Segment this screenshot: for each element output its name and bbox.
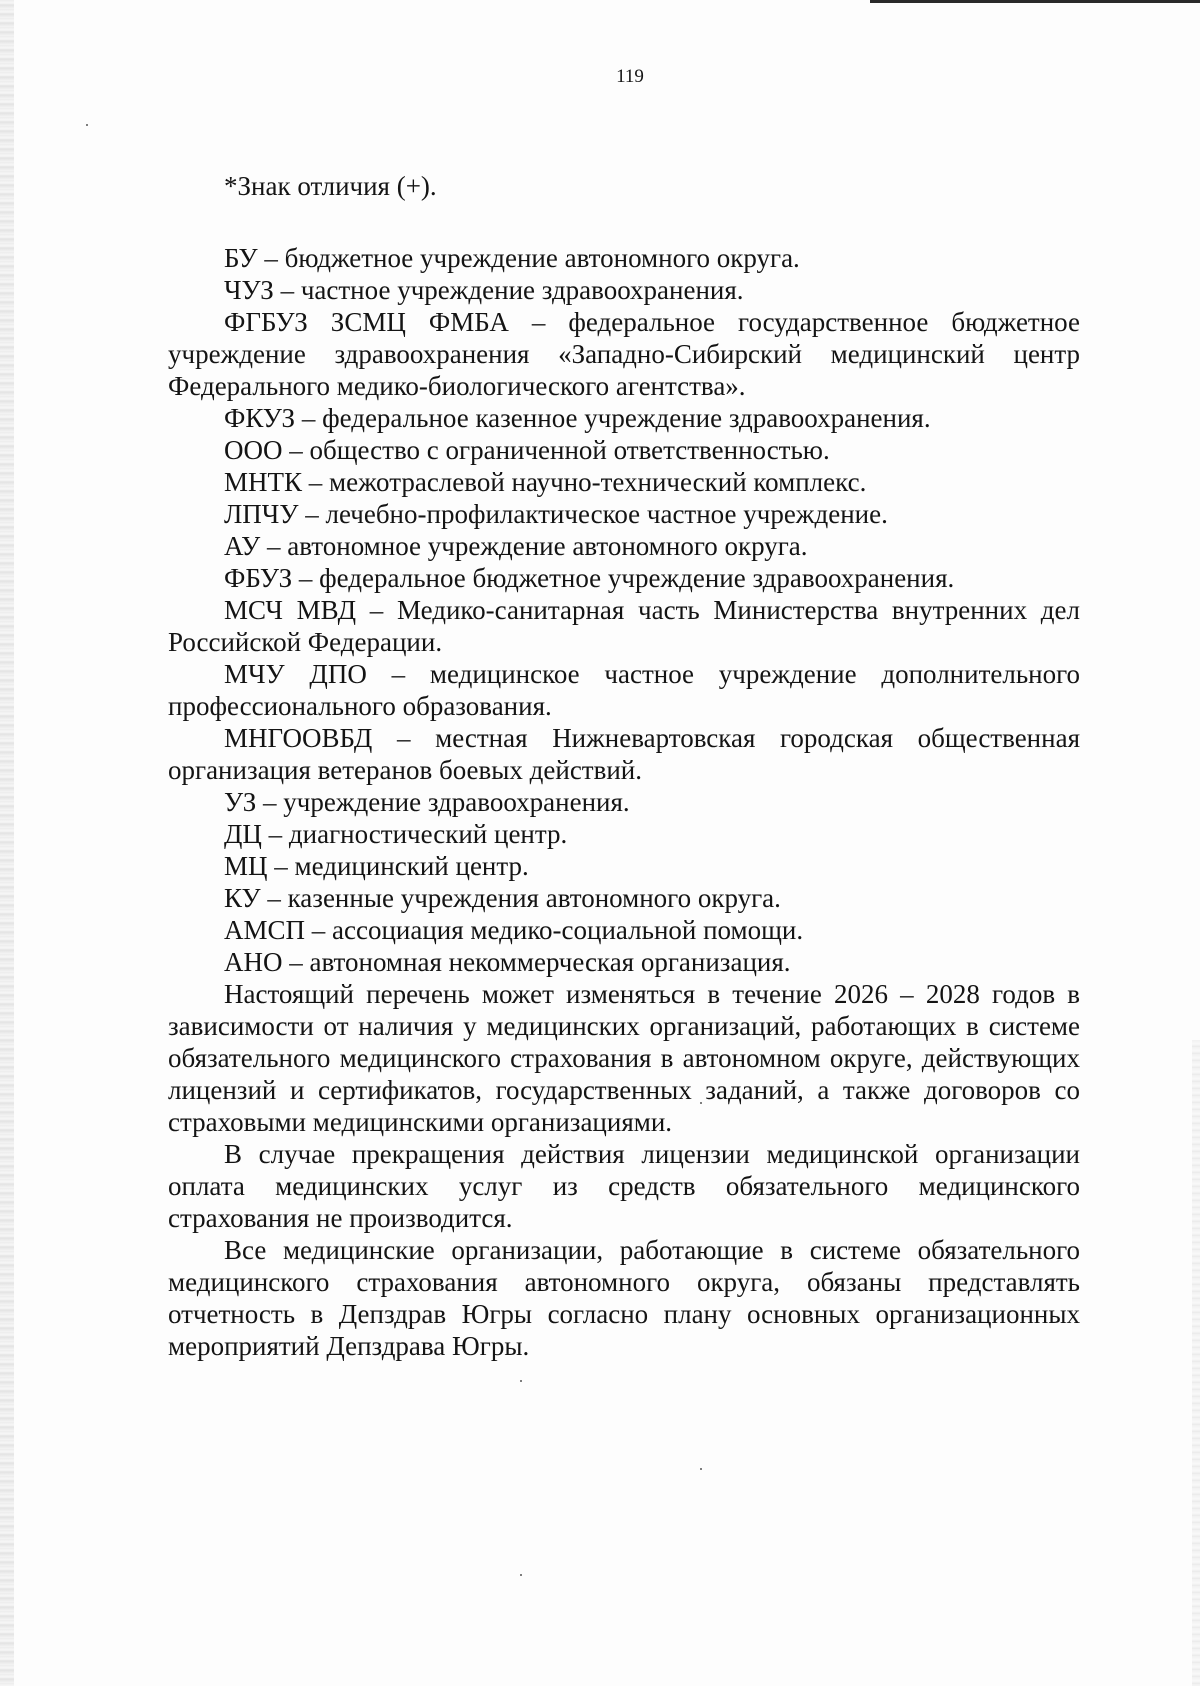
abbreviation-msch-mvd: МСЧ МВД – Медико-санитарная часть Министерства внутренних дел Российской Федерации. (168, 595, 1080, 657)
abbreviation-ano: АНО – автономная некоммерческая организация. (224, 947, 791, 977)
page-number: 119 (616, 66, 644, 87)
scan-edge-right (1192, 1040, 1200, 1686)
abbreviation-dc: ДЦ – диагностический центр. (224, 819, 568, 849)
scan-line-top (870, 0, 1200, 3)
paragraph-license-termination: В случае прекращения действия лицензии медицинской организации оплата медицинских услуг из средств обязательного медицинского страхования не производится. (168, 1139, 1080, 1233)
footnote: *Знак отличия (+). (224, 171, 437, 201)
abbreviation-ooo: ООО – общество с ограниченной ответственностью. (224, 435, 830, 465)
abbreviation-mngoovbd: МНГООВБД – местная Нижневартовская городская общественная организация ветеранов боевых действий. (168, 723, 1080, 785)
scan-speck (86, 124, 88, 126)
abbreviation-amsp: АМСП – ассоциация медико-социальной помощи. (224, 915, 804, 945)
scan-edge-left (0, 0, 14, 1686)
paragraph-list-changes: Настоящий перечень может изменяться в течение 2026 – 2028 годов в зависимости от наличия у медицинских организаций, работающих в системе обязательного медицинского страхования в автономном округе, действующих лицензий и сертификатов, государственных заданий, а также договоров со страховыми медицинскими организациями. (168, 979, 1080, 1137)
abbreviation-chuz: ЧУЗ – частное учреждение здравоохранения. (224, 275, 744, 305)
abbreviation-fbuz: ФБУЗ – федеральное бюджетное учреждение здравоохранения. (224, 563, 955, 593)
document-body (168, 170, 1080, 1362)
abbreviation-au: АУ – автономное учреждение автономного округа. (224, 531, 808, 561)
scan-speck (520, 1380, 522, 1382)
abbreviation-lpchu: ЛПЧУ – лечебно-профилактическое частное учреждение. (224, 499, 888, 529)
scan-speck (700, 1468, 702, 1470)
abbreviation-fgbuz: ФГБУЗ ЗСМЦ ФМБА – федеральное государственное бюджетное учреждение здравоохранения «Западно-Сибирский медицинский центр Федерального медико-биологического агентства». (168, 307, 1080, 401)
abbreviation-mc: МЦ – медицинский центр. (224, 851, 529, 881)
paragraph-reporting: Все медицинские организации, работающие в системе обязательного медицинского страхования автономного округа, обязаны представлять отчетность в Депздрав Югры согласно плану основных организационных мероприятий Депздрава Югры. (168, 1235, 1080, 1361)
abbreviation-fkuz: ФКУЗ – федеральное казенное учреждение здравоохранения. (224, 403, 931, 433)
abbreviation-uz: УЗ – учреждение здравоохранения. (224, 787, 630, 817)
abbreviation-mntk: МНТК – межотраслевой научно-технический комплекс. (224, 467, 867, 497)
abbreviation-ku: КУ – казенные учреждения автономного округа. (224, 883, 781, 913)
scan-speck (520, 1574, 522, 1576)
abbreviation-bu: БУ – бюджетное учреждение автономного округа. (224, 243, 800, 273)
abbreviation-mchu-dpo: МЧУ ДПО – медицинское частное учреждение дополнительного профессионального образования. (168, 659, 1080, 721)
